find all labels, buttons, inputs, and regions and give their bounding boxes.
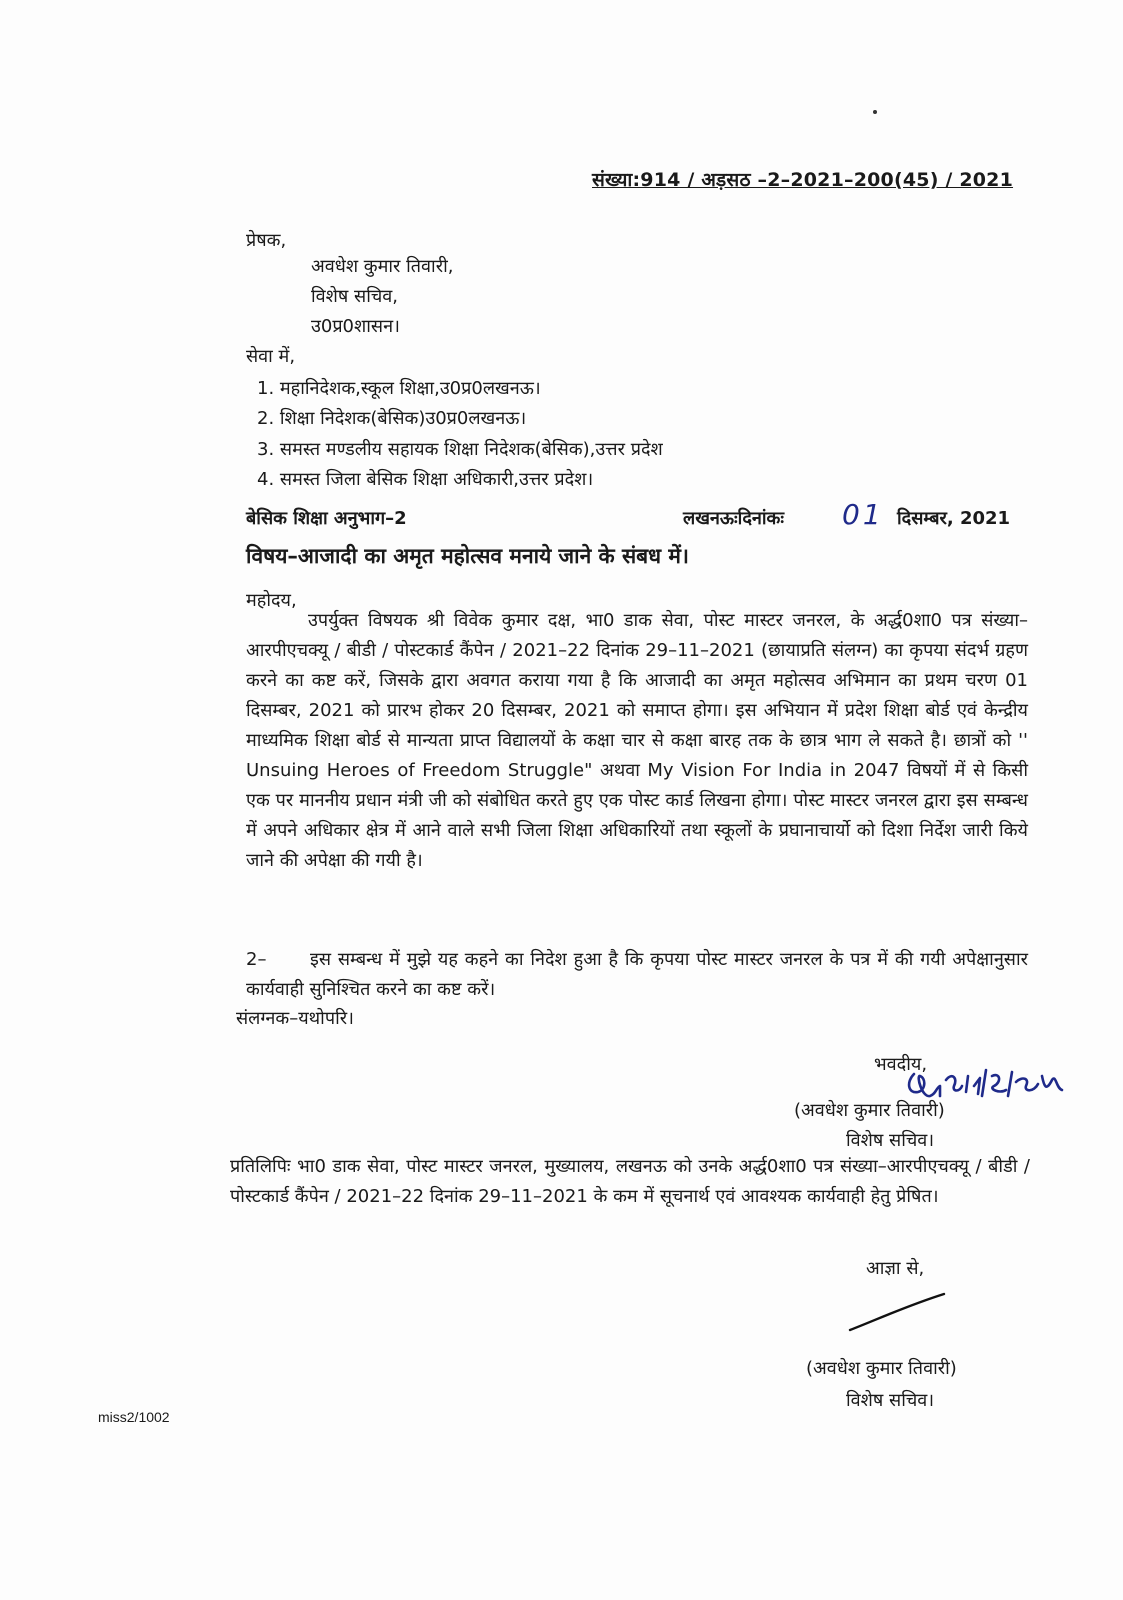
sender-designation: विशेष सचिव, xyxy=(311,286,399,307)
signatory-designation-2: विशेष सचिव। xyxy=(846,1390,935,1411)
date-month-year: दिसम्बर, 2021 xyxy=(897,508,1011,529)
reference-number: संख्या:914 / अड़सठ –2–2021–200(45) / 2021 xyxy=(592,169,1014,191)
signatory-name-2: (अवधेश कुमार तिवारी) xyxy=(806,1358,957,1379)
signature-stroke xyxy=(846,1290,956,1334)
paragraph-2-text: इस सम्बन्ध में मुझे यह कहने का निदेश हुआ है कि कृपया पोस्ट मास्टर जनरल के पत्र में की गयी अपेक्षानुसार कार्यवाही सुनिश्चित करने का कष्ट करें। xyxy=(246,949,1028,1000)
closing-yours: भवदीय, xyxy=(874,1054,928,1075)
recipients-label: सेवा में, xyxy=(246,346,296,367)
section-name: बेसिक शिक्षा अनुभाग–2 xyxy=(246,508,407,529)
subject-line: विषय–आजादी का अमृत महोत्सव मनाये जाने के संबध में। xyxy=(246,544,689,568)
recipient-item: 3. समस्त मण्डलीय सहायक शिक्षा निदेशक(बेसिक),उत्तर प्रदेश xyxy=(257,439,663,460)
signatory-name: (अवधेश कुमार तिवारी) xyxy=(794,1100,945,1121)
sender-name: अवधेश कुमार तिवारी, xyxy=(311,256,454,277)
copy-to-paragraph: प्रतिलिपिः भा0 डाक सेवा, पोस्ट मास्टर जनरल, मुख्यालय, लखनऊ को उनके अर्द्ध0शा0 पत्र संख्या–आरपीएचक्यू / बीडी / पोस्टकार्ड कैंपेन / 2021–22 दिनांक 29–11–2021 के कम में सूचनार्थ एवं आवश्यक कार्यवाही हेतु प्रेषित। xyxy=(230,1156,1030,1207)
enclosure-note: संलग्नक–यथोपरि। xyxy=(236,1008,354,1029)
place-date-label: लखनऊःदिनांकः xyxy=(683,508,785,529)
handwritten-date-day: 01 xyxy=(842,498,884,531)
recipient-item: 1. महानिदेशक,स्कूल शिक्षा,उ0प्र0लखनऊ। xyxy=(257,378,541,399)
scan-speck xyxy=(873,110,877,114)
sender-office: उ0प्र0शासन। xyxy=(311,316,400,337)
sender-label: प्रेषक, xyxy=(246,230,287,251)
body-paragraph-1: उपर्युक्त विषयक श्री विवेक कुमार दक्ष, भा0 डाक सेवा, पोस्ट मास्टर जनरल, के अर्द्ध0शा0 पत्र संख्या–आरपीएचक्यू / बीडी / पोस्टकार्ड कैंपेन / 2021–22 दिनांक 29–11–2021 (छायाप्रति संलग्न) का कृपया संदर्भ ग्रहण करने का कष्ट करें, जिसके द्वारा अवगत कराया गया है कि आजादी का अमृत महोत्सव अभिमान का प्रथम चरण 01 दिसम्बर, 2021 को प्रारभ होकर 20 दिसम्बर, 2021 को समाप्त होगा। इस अभियान में प्रदेश शिक्षा बोर्ड एवं केन्द्रीय माध्यमिक शिक्षा बोर्ड से मान्यता प्राप्त विद्यालयों के कक्षा चार से कक्षा बारह तक के छात्र भाग ले सकते है। छात्रों को '' Unsuing Heroes of Freedom Struggle" अथवा My Vision For India in 2047 विषयों में से किसी एक पर माननीय प्रधान मंत्री जी को संबोधित करते हुए एक पोस्ट कार्ड लिखना होगा। पोस्ट मास्टर जनरल द्वारा इस सम्बन्ध में अपने अधिकार क्षेत्र में आने वाले सभी जिला शिक्षा अधिकारियों तथा स्कूलों के प्रघानाचार्यो को दिशा निर्देश जारी किये जाने की अपेक्षा की गयी है। xyxy=(246,610,1028,871)
footer-code: miss2/1002 xyxy=(98,1409,170,1425)
salutation: महोदय, xyxy=(246,590,297,611)
recipient-item: 4. समस्त जिला बेसिक शिक्षा अधिकारी,उत्तर प्रदेश। xyxy=(257,469,594,490)
recipient-item: 2. शिक्षा निदेशक(बेसिक)उ0प्र0लखनऊ। xyxy=(257,408,527,429)
body-paragraph-2 xyxy=(246,945,1028,1005)
order-closing: आज्ञा से, xyxy=(866,1258,925,1279)
signatory-designation: विशेष सचिव। xyxy=(846,1130,935,1151)
paragraph-number: 2– xyxy=(246,949,267,970)
